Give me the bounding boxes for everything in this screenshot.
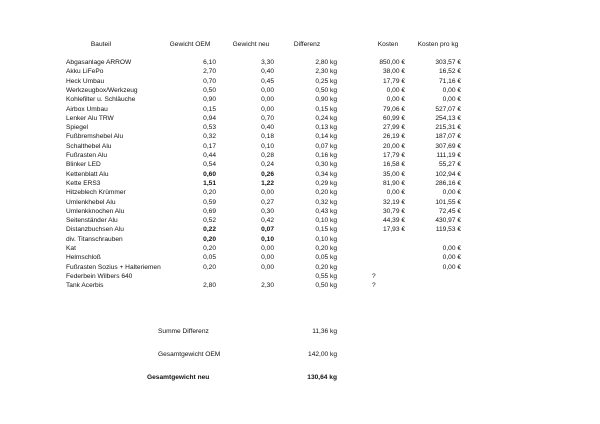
cell-gewicht-neu: 0,00 bbox=[261, 105, 274, 113]
cell-bauteil: Hitzeblech Krümmer bbox=[66, 189, 126, 197]
cell-differenz: 0,20 kg bbox=[315, 263, 337, 271]
cell-differenz: 0,15 kg bbox=[315, 105, 337, 113]
cell-bauteil: Kette ERS3 bbox=[66, 179, 101, 187]
cell-kosten-pro-kg: 187,07 € bbox=[435, 133, 461, 141]
cell-bauteil: div. Titanschrauben bbox=[66, 235, 123, 243]
cell-kosten-pro-kg: 307,69 € bbox=[435, 142, 461, 150]
cell-gewicht-neu: 1,22 bbox=[261, 179, 274, 187]
cell-kosten: ? bbox=[372, 282, 376, 290]
cell-kosten: 26,19 € bbox=[383, 133, 405, 141]
cell-kosten: 0,00 € bbox=[386, 96, 405, 104]
cell-kosten: 0,00 € bbox=[386, 189, 405, 197]
cell-differenz: 0,25 kg bbox=[315, 77, 337, 85]
cell-kosten-pro-kg: 55,27 € bbox=[439, 161, 461, 169]
header-kosten: Kosten bbox=[377, 41, 399, 48]
cell-gewicht-oem: 0,54 bbox=[203, 161, 216, 169]
cell-gewicht-oem: 0,94 bbox=[203, 114, 216, 122]
cell-gewicht-neu: 0,40 bbox=[261, 68, 274, 76]
cell-differenz: 0,20 kg bbox=[315, 189, 337, 197]
cell-kosten-pro-kg: 0,00 € bbox=[442, 263, 461, 271]
cell-kosten-pro-kg: 0,00 € bbox=[442, 96, 461, 104]
header-bauteil: Bauteil bbox=[90, 41, 112, 48]
cell-kosten-pro-kg: 527,07 € bbox=[435, 105, 461, 113]
cell-gewicht-neu: 0,10 bbox=[261, 142, 274, 150]
cell-differenz: 2,30 kg bbox=[315, 68, 337, 76]
gesamtgewicht-neu-value: 130,64 kg bbox=[307, 374, 337, 381]
cell-kosten-pro-kg: 0,00 € bbox=[442, 86, 461, 94]
cell-bauteil: Federbein Wilbers 640 bbox=[66, 272, 133, 280]
cell-gewicht-oem: 0,53 bbox=[203, 124, 216, 132]
cell-kosten-pro-kg: 0,00 € bbox=[442, 254, 461, 262]
cell-gewicht-oem: 0,52 bbox=[203, 217, 216, 225]
cell-differenz: 0,15 kg bbox=[315, 226, 337, 234]
cell-gewicht-neu: 0,18 bbox=[261, 133, 274, 141]
cell-kosten: 27,99 € bbox=[383, 124, 405, 132]
cell-bauteil: Helmschloß bbox=[66, 254, 101, 262]
gesamtgewicht-neu-label: Gesamtgewicht neu bbox=[147, 374, 210, 381]
cell-gewicht-neu: 0,26 bbox=[261, 170, 274, 178]
cell-bauteil: Seitenständer Alu bbox=[66, 217, 118, 225]
cell-kosten-pro-kg: 71,16 € bbox=[439, 77, 461, 85]
cell-kosten: 0,00 € bbox=[386, 86, 405, 94]
cell-gewicht-oem: 0,50 bbox=[203, 86, 216, 94]
cell-kosten-pro-kg: 119,53 € bbox=[435, 226, 461, 234]
cell-differenz: 0,07 kg bbox=[315, 142, 337, 150]
cell-bauteil: Airbox Umbau bbox=[66, 105, 108, 113]
cell-differenz: 2,80 kg bbox=[315, 59, 337, 66]
summe-differenz-label: Summe Differenz bbox=[158, 328, 209, 335]
cell-bauteil: Heck Umbau bbox=[66, 77, 105, 85]
cell-gewicht-neu: 0,70 bbox=[261, 114, 274, 122]
cell-gewicht-oem: 6,10 bbox=[203, 59, 216, 66]
cell-differenz: 0,30 kg bbox=[315, 161, 337, 169]
cell-bauteil: Distanzbuchsen Alu bbox=[66, 226, 124, 234]
cell-kosten: 17,79 € bbox=[383, 152, 405, 159]
cell-gewicht-oem: 2,70 bbox=[203, 68, 216, 76]
cell-gewicht-neu: 0,28 bbox=[261, 152, 274, 159]
cell-bauteil: Kat bbox=[66, 245, 76, 252]
cell-kosten: 38,00 € bbox=[383, 68, 405, 76]
cell-bauteil: Kettenblatt Alu bbox=[66, 170, 109, 178]
cell-gewicht-oem: 1,51 bbox=[203, 179, 216, 187]
cell-gewicht-oem: 0,05 bbox=[203, 254, 216, 262]
header-differenz: Differenz bbox=[293, 41, 321, 48]
cell-kosten: 20,00 € bbox=[383, 142, 405, 150]
cell-gewicht-oem: 0,15 bbox=[203, 105, 216, 113]
cell-gewicht-neu: 0,40 bbox=[261, 124, 274, 132]
cell-kosten: 79,06 € bbox=[383, 105, 405, 113]
cell-gewicht-oem: 0,20 bbox=[203, 263, 216, 271]
cell-kosten: 17,93 € bbox=[383, 226, 405, 234]
cell-kosten-pro-kg: 16,52 € bbox=[439, 68, 461, 76]
cell-kosten-pro-kg: 430,97 € bbox=[435, 217, 461, 225]
cell-differenz: 0,10 kg bbox=[315, 235, 337, 243]
cell-bauteil: Blinker LED bbox=[66, 161, 101, 169]
cell-kosten: 16,58 € bbox=[383, 161, 405, 169]
cell-kosten: 44,39 € bbox=[383, 217, 405, 225]
cell-gewicht-oem: 0,44 bbox=[203, 152, 216, 159]
cell-differenz: 0,50 kg bbox=[315, 282, 337, 290]
cell-kosten-pro-kg: 102,94 € bbox=[435, 170, 461, 178]
cell-gewicht-neu: 3,30 bbox=[261, 59, 274, 66]
cell-kosten: 30,79 € bbox=[383, 207, 405, 215]
cell-kosten-pro-kg: 215,31 € bbox=[435, 124, 461, 132]
cell-bauteil: Kohlefilter u. Schläuche bbox=[66, 96, 136, 104]
cell-gewicht-oem: 0,90 bbox=[203, 96, 216, 104]
cell-differenz: 0,32 kg bbox=[315, 198, 337, 206]
cell-bauteil: Schalthebel Alu bbox=[66, 142, 112, 150]
header-gewicht-oem: Gewicht OEM bbox=[169, 41, 211, 48]
cell-differenz: 0,13 kg bbox=[315, 124, 337, 132]
cell-gewicht-oem: 0,70 bbox=[203, 77, 216, 85]
summe-differenz-value: 11,36 kg bbox=[312, 328, 337, 335]
cell-gewicht-oem: 0,20 bbox=[203, 189, 216, 197]
cell-differenz: 0,24 kg bbox=[315, 114, 337, 122]
cell-gewicht-oem: 0,69 bbox=[203, 207, 216, 215]
cell-gewicht-neu: 0,07 bbox=[261, 226, 274, 234]
cell-gewicht-oem: 0,60 bbox=[203, 170, 216, 178]
cell-gewicht-oem: 0,20 bbox=[203, 235, 216, 243]
cell-differenz: 0,29 kg bbox=[315, 179, 337, 187]
cell-kosten: 81,90 € bbox=[383, 179, 405, 187]
cell-gewicht-neu: 0,27 bbox=[261, 198, 274, 206]
cell-gewicht-neu: 0,00 bbox=[261, 254, 274, 262]
cell-gewicht-neu: 0,00 bbox=[261, 245, 274, 252]
cell-gewicht-neu: 0,24 bbox=[261, 161, 274, 169]
cell-kosten: ? bbox=[372, 272, 376, 280]
gesamtgewicht-oem-value: 142,00 kg bbox=[308, 351, 337, 358]
cell-differenz: 0,14 kg bbox=[315, 133, 337, 141]
cell-gewicht-neu: 0,10 bbox=[261, 235, 274, 243]
cell-gewicht-neu: 0,30 bbox=[261, 207, 274, 215]
cell-differenz: 0,55 kg bbox=[315, 272, 337, 280]
cell-gewicht-neu: 2,30 bbox=[261, 282, 274, 290]
cell-bauteil: Umlenkhebel Alu bbox=[66, 198, 116, 206]
gesamtgewicht-oem-label: Gesamtgewicht OEM bbox=[158, 351, 221, 358]
header-kosten-pro-kg: Kosten pro kg bbox=[417, 41, 459, 48]
cell-differenz: 0,05 kg bbox=[315, 254, 337, 262]
cell-gewicht-oem: 0,17 bbox=[203, 142, 216, 150]
cell-differenz: 0,16 kg bbox=[315, 152, 337, 159]
cell-differenz: 0,34 kg bbox=[315, 170, 337, 178]
cell-kosten: 32,19 € bbox=[383, 198, 405, 206]
cell-gewicht-neu: 0,00 bbox=[261, 189, 274, 197]
cell-differenz: 0,20 kg bbox=[315, 245, 337, 252]
cell-kosten-pro-kg: 72,45 € bbox=[439, 207, 461, 215]
cell-kosten-pro-kg: 254,13 € bbox=[435, 114, 461, 122]
cell-bauteil: Fußbremshebel Alu bbox=[66, 133, 124, 141]
cell-bauteil: Spiegel bbox=[66, 124, 88, 132]
cell-differenz: 0,10 kg bbox=[315, 217, 337, 225]
cell-gewicht-neu: 0,00 bbox=[261, 96, 274, 104]
cell-kosten-pro-kg: 0,00 € bbox=[442, 245, 461, 252]
cell-gewicht-oem: 0,32 bbox=[203, 133, 216, 141]
cell-kosten: 850,00 € bbox=[379, 59, 405, 66]
cell-bauteil: Lenker Alu TRW bbox=[66, 114, 114, 122]
cell-differenz: 0,43 kg bbox=[315, 207, 337, 215]
cell-kosten-pro-kg: 0,00 € bbox=[442, 189, 461, 197]
cell-gewicht-oem: 2,80 bbox=[203, 282, 216, 290]
cell-bauteil: Akku LiFePo bbox=[66, 68, 104, 76]
cell-differenz: 0,50 kg bbox=[315, 86, 337, 94]
cell-bauteil: Fußrasten Sozius + Halteriemen bbox=[66, 263, 161, 271]
cell-kosten: 60,99 € bbox=[383, 114, 405, 122]
cell-kosten-pro-kg: 286,16 € bbox=[435, 179, 461, 187]
cell-kosten: 35,00 € bbox=[383, 170, 405, 178]
cell-gewicht-neu: 0,00 bbox=[261, 263, 274, 271]
cell-kosten-pro-kg: 111,19 € bbox=[436, 152, 461, 159]
cell-bauteil: Fußrasten Alu bbox=[66, 152, 108, 159]
cell-gewicht-oem: 0,22 bbox=[203, 226, 216, 234]
cell-kosten: 17,79 € bbox=[383, 77, 405, 85]
cell-gewicht-oem: 0,20 bbox=[203, 245, 216, 252]
cell-gewicht-oem: 0,59 bbox=[203, 198, 216, 206]
cell-bauteil: Werkzeugbox/Werkzeug bbox=[66, 86, 138, 94]
cell-bauteil: Abgasanlage ARROW bbox=[66, 59, 132, 66]
cell-bauteil: Tank Acerbis bbox=[66, 282, 104, 290]
cell-kosten-pro-kg: 303,57 € bbox=[435, 59, 461, 66]
cell-gewicht-neu: 0,00 bbox=[261, 86, 274, 94]
cell-gewicht-neu: 0,45 bbox=[261, 77, 274, 85]
cell-bauteil: Umlenkknochen Alu bbox=[66, 207, 125, 215]
cell-gewicht-neu: 0,42 bbox=[261, 217, 274, 225]
header-gewicht-neu: Gewicht neu bbox=[232, 41, 270, 48]
cell-differenz: 0,90 kg bbox=[315, 96, 337, 104]
cell-kosten-pro-kg: 101,55 € bbox=[435, 198, 461, 206]
